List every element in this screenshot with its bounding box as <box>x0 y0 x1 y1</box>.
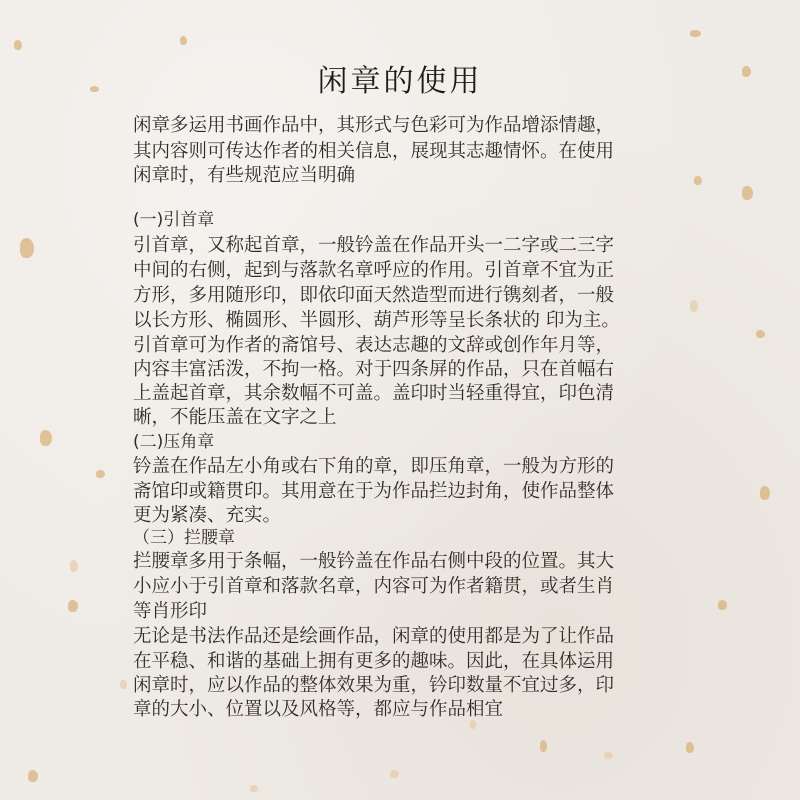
gold-fleck <box>96 470 105 478</box>
gold-fleck <box>686 742 694 753</box>
gold-fleck <box>540 740 547 752</box>
section-heading-yajiao: (二)压角章 <box>133 432 215 452</box>
gold-fleck <box>760 486 770 500</box>
gold-fleck <box>70 560 78 572</box>
gold-fleck <box>40 430 52 446</box>
page-title: 闲章的使用 <box>317 64 483 99</box>
body-line: 晰，不能压盖在文字之上 <box>133 407 337 428</box>
gold-fleck <box>20 238 34 258</box>
gold-fleck <box>694 176 702 185</box>
gold-fleck <box>68 600 78 612</box>
gold-fleck <box>180 36 187 45</box>
body-line: 斋馆印或籍贯印。其用意在于为作品拦边封角，使作品整体 <box>133 481 615 502</box>
gold-fleck <box>28 770 38 782</box>
gold-fleck <box>718 600 727 610</box>
body-line: 更为紧凑、充实。 <box>133 505 282 526</box>
body-line: 上盖起首章，其余数幅不可盖。盖印时当轻重得宜，印色清 <box>133 383 615 404</box>
conclusion-line: 无论是书法作品还是绘画作品，闲章的使用都是为了让作品 <box>133 626 615 647</box>
gold-fleck <box>742 186 753 200</box>
body-line: 小应小于引首章和落款名章，内容可为作者籍贯，或者生肖 <box>133 576 615 597</box>
gold-fleck <box>604 752 613 759</box>
body-line: 拦腰章多用于条幅，一般钤盖在作品右侧中段的位置。其大 <box>133 551 615 572</box>
intro-line: 其内容则可传达作者的相关信息，展现其志趣情怀。在使用 <box>133 141 615 162</box>
gold-fleck <box>120 680 127 689</box>
gold-fleck <box>690 30 701 37</box>
body-line: 等肖形印 <box>133 601 208 622</box>
body-line: 引首章，又称起首章，一般钤盖在作品开头一二字或二三字 <box>133 235 615 256</box>
gold-fleck <box>14 40 22 50</box>
body-line: 钤盖在作品左小角或右下角的章，即压角章，一般为方形的 <box>133 456 615 477</box>
conclusion-line: 在平稳、和谐的基础上拥有更多的趣味。因此，在具体运用 <box>133 651 615 672</box>
gold-fleck <box>250 785 258 792</box>
intro-line: 闲章时，有些规范应当明确 <box>133 165 356 186</box>
gold-fleck <box>756 330 765 338</box>
body-line: 方形，多用随形印，即依印面天然造型而进行镌刻者，一般 <box>133 285 615 306</box>
body-line: 内容丰富活泼，不拘一格。对于四条屏的作品，只在首幅右 <box>133 359 615 380</box>
body-line: 中间的右侧，起到与落款名章呼应的作用。引首章不宜为正 <box>133 260 615 281</box>
gold-fleck <box>690 300 698 312</box>
conclusion-line: 章的大小、位置以及风格等，都应与作品相宜 <box>133 699 504 720</box>
intro-line: 闲章多运用书画作品中，其形式与色彩可为作品增添情趣， <box>133 115 615 136</box>
gold-fleck <box>390 770 399 778</box>
section-heading-lanyao: （三）拦腰章 <box>133 528 235 548</box>
conclusion-line: 闲章时，应以作品的整体效果为重，钤印数量不宜过多，印 <box>133 675 615 696</box>
body-line: 以长方形、椭圆形、半圆形、葫芦形等呈长条状的 印为主。 <box>133 310 620 331</box>
section-heading-yinshou: (一)引首章 <box>133 210 215 230</box>
body-line: 引首章可为作者的斋馆号、表达志趣的文辞或创作年月等， <box>133 335 615 356</box>
